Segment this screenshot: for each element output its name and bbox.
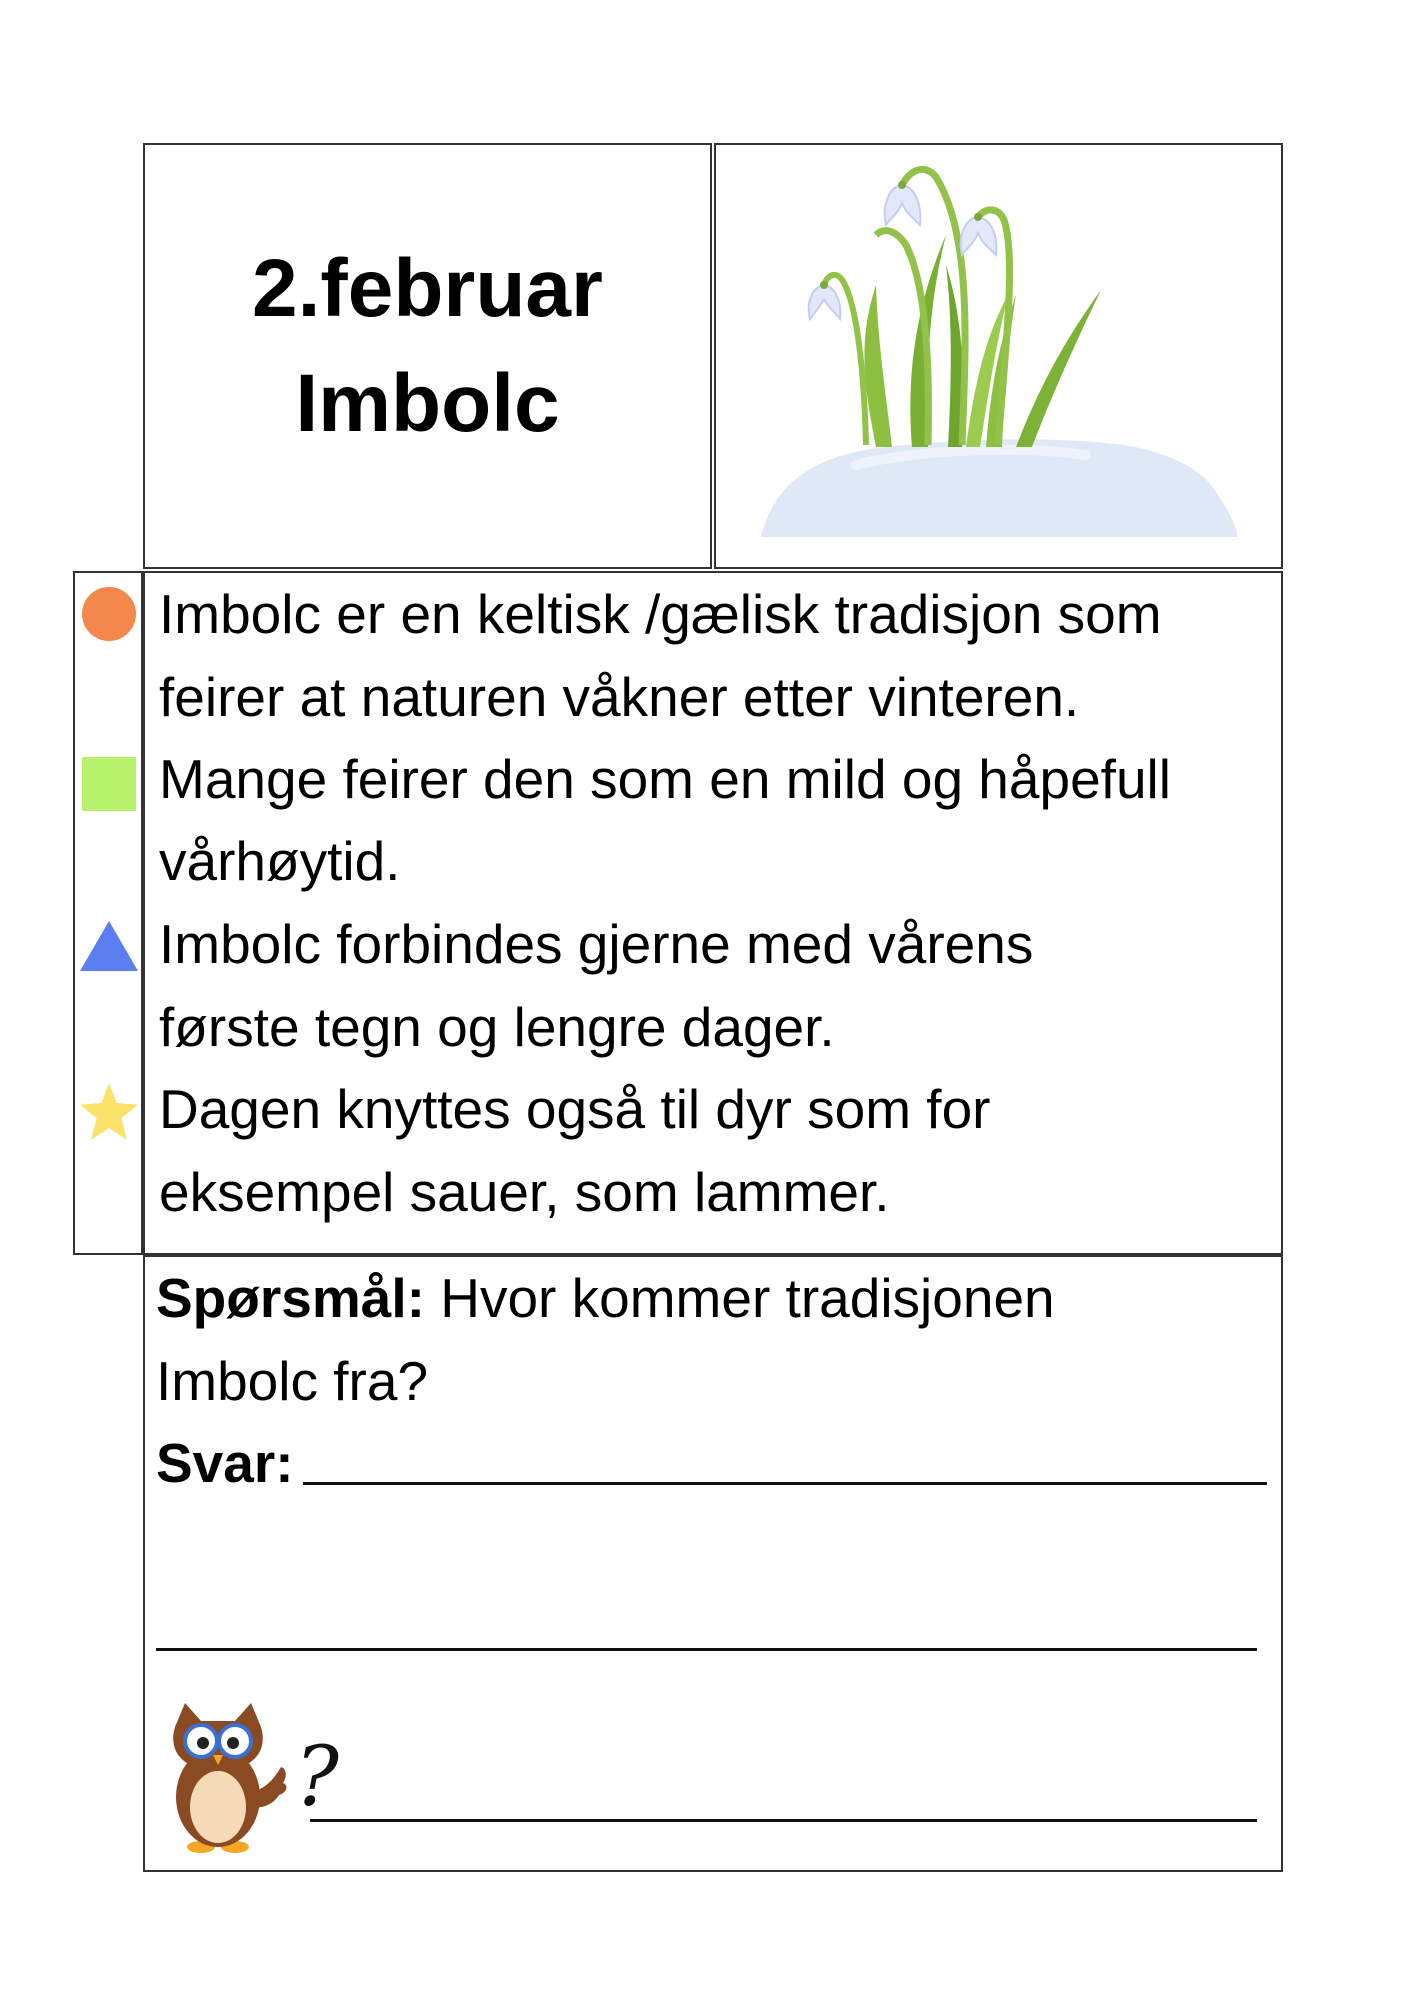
fact-line: vårhøytid. (159, 830, 401, 892)
question-label: Spørsmål: (156, 1267, 425, 1329)
answer-line[interactable] (310, 1819, 1257, 1822)
fact-line: Imbolc forbindes gjerne med vårens (159, 913, 1034, 975)
question-box (143, 1255, 1283, 1872)
question-text-line1: Hvor kommer tradisjonen (424, 1267, 1055, 1329)
snowdrop-illustration (716, 145, 1281, 567)
question-text (156, 1267, 1055, 1329)
fact-line: feirer at naturen våkner etter vinteren. (159, 666, 1080, 728)
page-title: Imbolc (295, 358, 560, 449)
fact-line: eksempel sauer, som lammer. (159, 1161, 890, 1223)
answer-line[interactable] (303, 1482, 1267, 1485)
fact-line: Dagen knyttes også til dyr som for (159, 1078, 991, 1140)
bullet-icon-column (73, 571, 143, 1255)
answer-label: Svar: (156, 1432, 294, 1494)
fact-line: Imbolc er en keltisk /gælisk tradisjon som (159, 583, 1162, 645)
owl-icon (163, 1697, 293, 1857)
question-text-line2: Imbolc fra? (156, 1350, 429, 1412)
facts-box (143, 571, 1283, 1255)
orange-circle-icon (81, 586, 137, 642)
answer-line[interactable] (156, 1648, 1257, 1651)
page-date: 2.februar (252, 243, 603, 334)
question-mark: ? (295, 1730, 339, 1825)
title-box (143, 143, 712, 569)
green-square-icon (82, 757, 136, 811)
fact-line: Mange feirer den som en mild og håpefull (159, 748, 1171, 810)
yellow-star-icon (79, 1083, 139, 1141)
blue-triangle-icon (80, 921, 138, 971)
illustration-box (714, 143, 1283, 569)
fact-line: første tegn og lengre dager. (159, 996, 835, 1058)
